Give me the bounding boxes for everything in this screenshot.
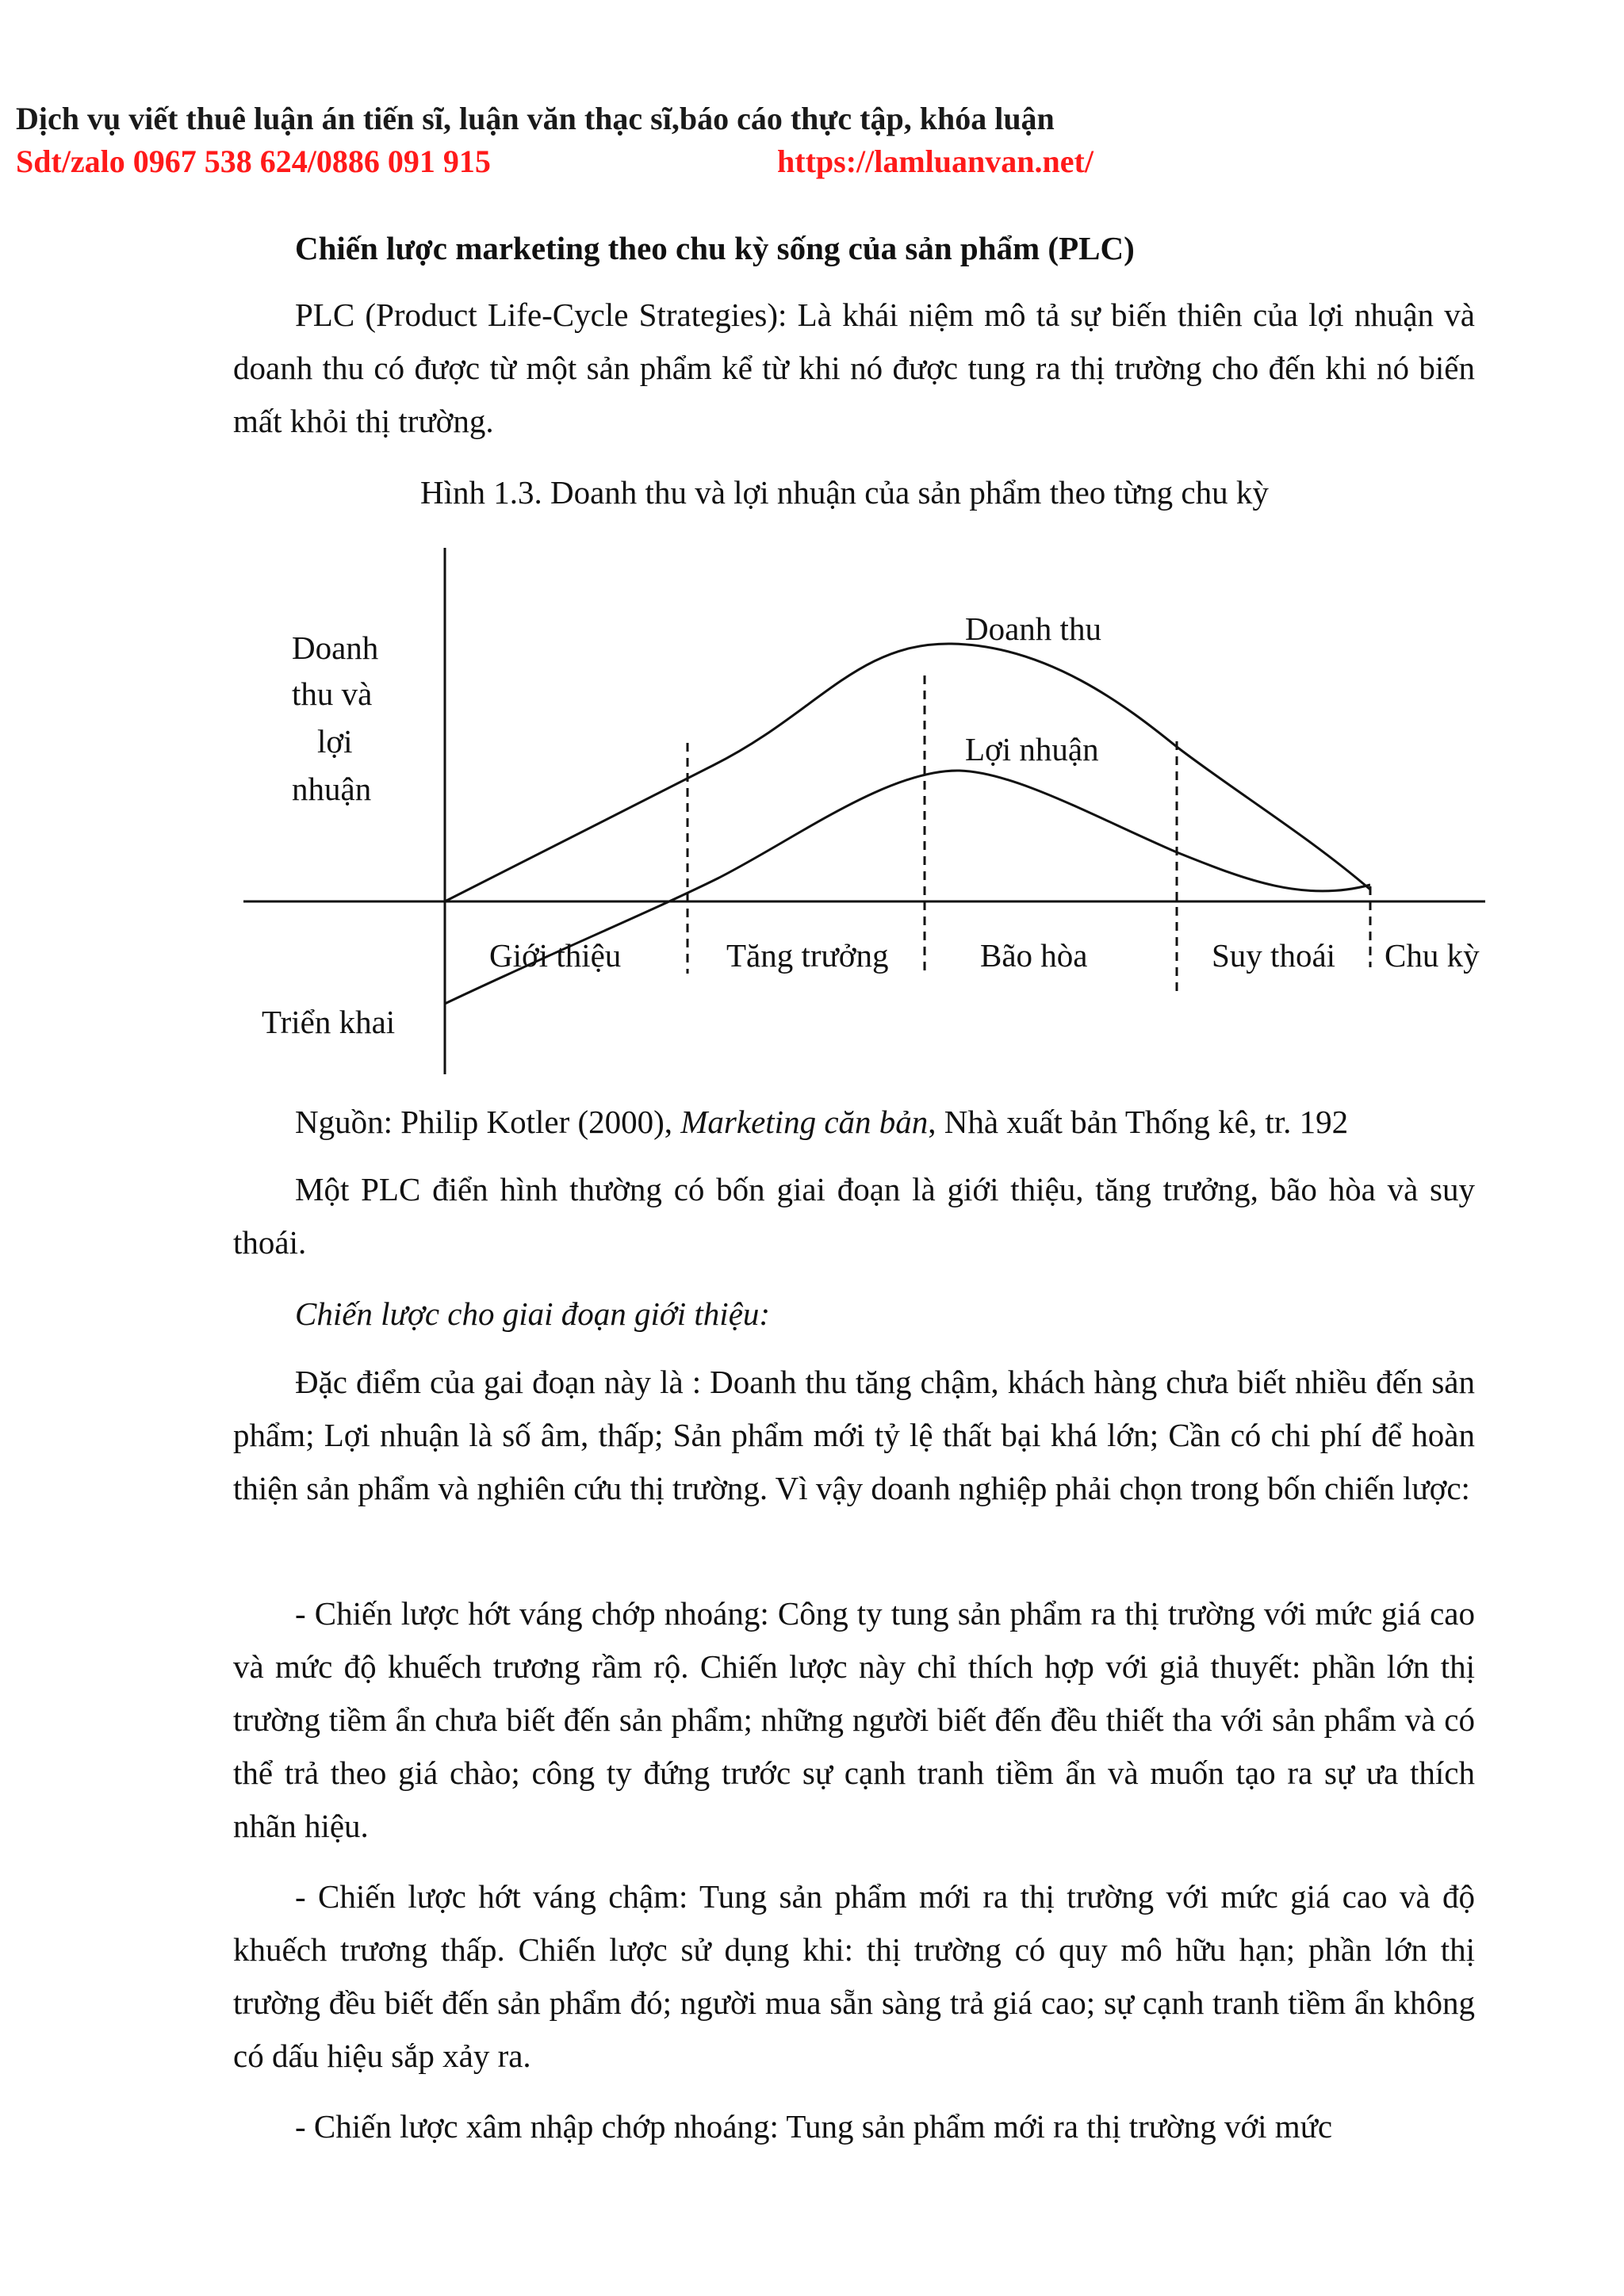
revenue-curve <box>445 644 1370 901</box>
intro-strategy-heading: Chiến lược cho giai đoạn giới thiệu: <box>295 1295 771 1332</box>
intro-paragraph: PLC (Product Life-Cycle Strategies): Là khái niệm mô tả sự biến thiên của lợi nhuận và doanh thu có được từ một sản phẩm kể từ khi nó được tung ra thị trường cho đến khi nó biến mất khỏi thị trường. <box>233 297 1475 439</box>
strategy-1-paragraph: - Chiến lược hớt váng chớp nhoáng: Công ty tung sản phẩm ra thị trường với mức giá cao và mức độ khuếch trương rầm rộ. Chiến lược này chỉ thích hợp với giả thuyết: phần lớn thị trường tiềm ẩn chưa biết đến sản phẩm; những người biết đến đều thiết tha với sản phẩm và có thể trả theo giá chào; công ty đứng trước sự cạnh tranh tiềm ẩn và muốn tạo ra sự ưa thích nhãn hiệu. <box>233 1595 1475 1844</box>
source-prefix: Nguồn: Philip Kotler (2000), <box>295 1104 681 1140</box>
plc-diagram <box>0 539 1624 1094</box>
header-url-link[interactable]: https://lamluanvan.net/ <box>777 144 1094 179</box>
y-axis-label-line-1: Doanh <box>292 629 379 666</box>
stages-intro-paragraph: Một PLC điển hình thường có bốn giai đoạn là giới thiệu, tăng trưởng, bão hòa và suy thoái. <box>233 1171 1475 1261</box>
characteristics-paragraph: Đặc điểm của gai đoạn này là : Doanh thu tăng chậm, khách hàng chưa biết nhiều đến sản phẩm; Lợi nhuận là số âm, thấp; Sản phẩm mới tỷ lệ thất bại khá lớn; Cần có chi phí để hoàn thiện sản phẩm và nghiên cứu thị trường. Vì vậy doanh nghiệp phải chọn trong bốn chiến lược: <box>233 1364 1475 1506</box>
stage-label-introduction: Giới thiệu <box>489 937 622 974</box>
y-axis-label-line-4: nhuận <box>292 771 372 807</box>
header-service-line: Dịch vụ viết thuê luận án tiến sĩ, luận văn thạc sĩ,báo cáo thực tập, khóa luận <box>16 101 1055 136</box>
y-axis-label-line-2: thu và <box>292 675 373 712</box>
figure-source <box>233 1096 1475 1149</box>
stage-label-growth: Tăng trưởng <box>726 937 889 974</box>
source-suffix: , Nhà xuất bản Thống kê, tr. 192 <box>928 1104 1349 1140</box>
header-contact-line <box>16 143 1094 180</box>
launch-label: Triển khai <box>262 1004 396 1040</box>
source-book-title: Marketing căn bản <box>680 1104 929 1140</box>
profit-curve-label: Lợi nhuận <box>965 731 1099 767</box>
revenue-curve-label: Doanh thu <box>965 610 1101 647</box>
stage-label-decline: Suy thoái <box>1212 937 1336 974</box>
x-axis-label: Chu kỳ <box>1385 937 1480 974</box>
stage-label-maturity: Bão hòa <box>980 937 1088 974</box>
section-title: Chiến lược marketing theo chu kỳ sống của sản phẩm (PLC) <box>295 230 1135 266</box>
figure-caption: Hình 1.3. Doanh thu và lợi nhuận của sản phẩm theo từng chu kỳ <box>420 474 1269 511</box>
strategy-2-paragraph: - Chiến lược hớt váng chậm: Tung sản phẩm mới ra thị trường với mức giá cao và độ khuếch trương thấp. Chiến lược sử dụng khi: thị trường có quy mô hữu hạn; phần lớn thị trường đều biết đến sản phẩm đó; người mua sẵn sàng trả giá cao; sự cạnh tranh tiềm ẩn không có dấu hiệu sắp xảy ra. <box>233 1878 1475 2074</box>
y-axis-label-line-3: lợi <box>317 723 353 760</box>
header-phone: Sdt/zalo 0967 538 624/0886 091 915 <box>16 144 491 179</box>
plc-diagram-svg <box>0 539 1624 1094</box>
strategy-3-paragraph: - Chiến lược xâm nhập chớp nhoáng: Tung sản phẩm mới ra thị trường với mức <box>295 2108 1333 2145</box>
